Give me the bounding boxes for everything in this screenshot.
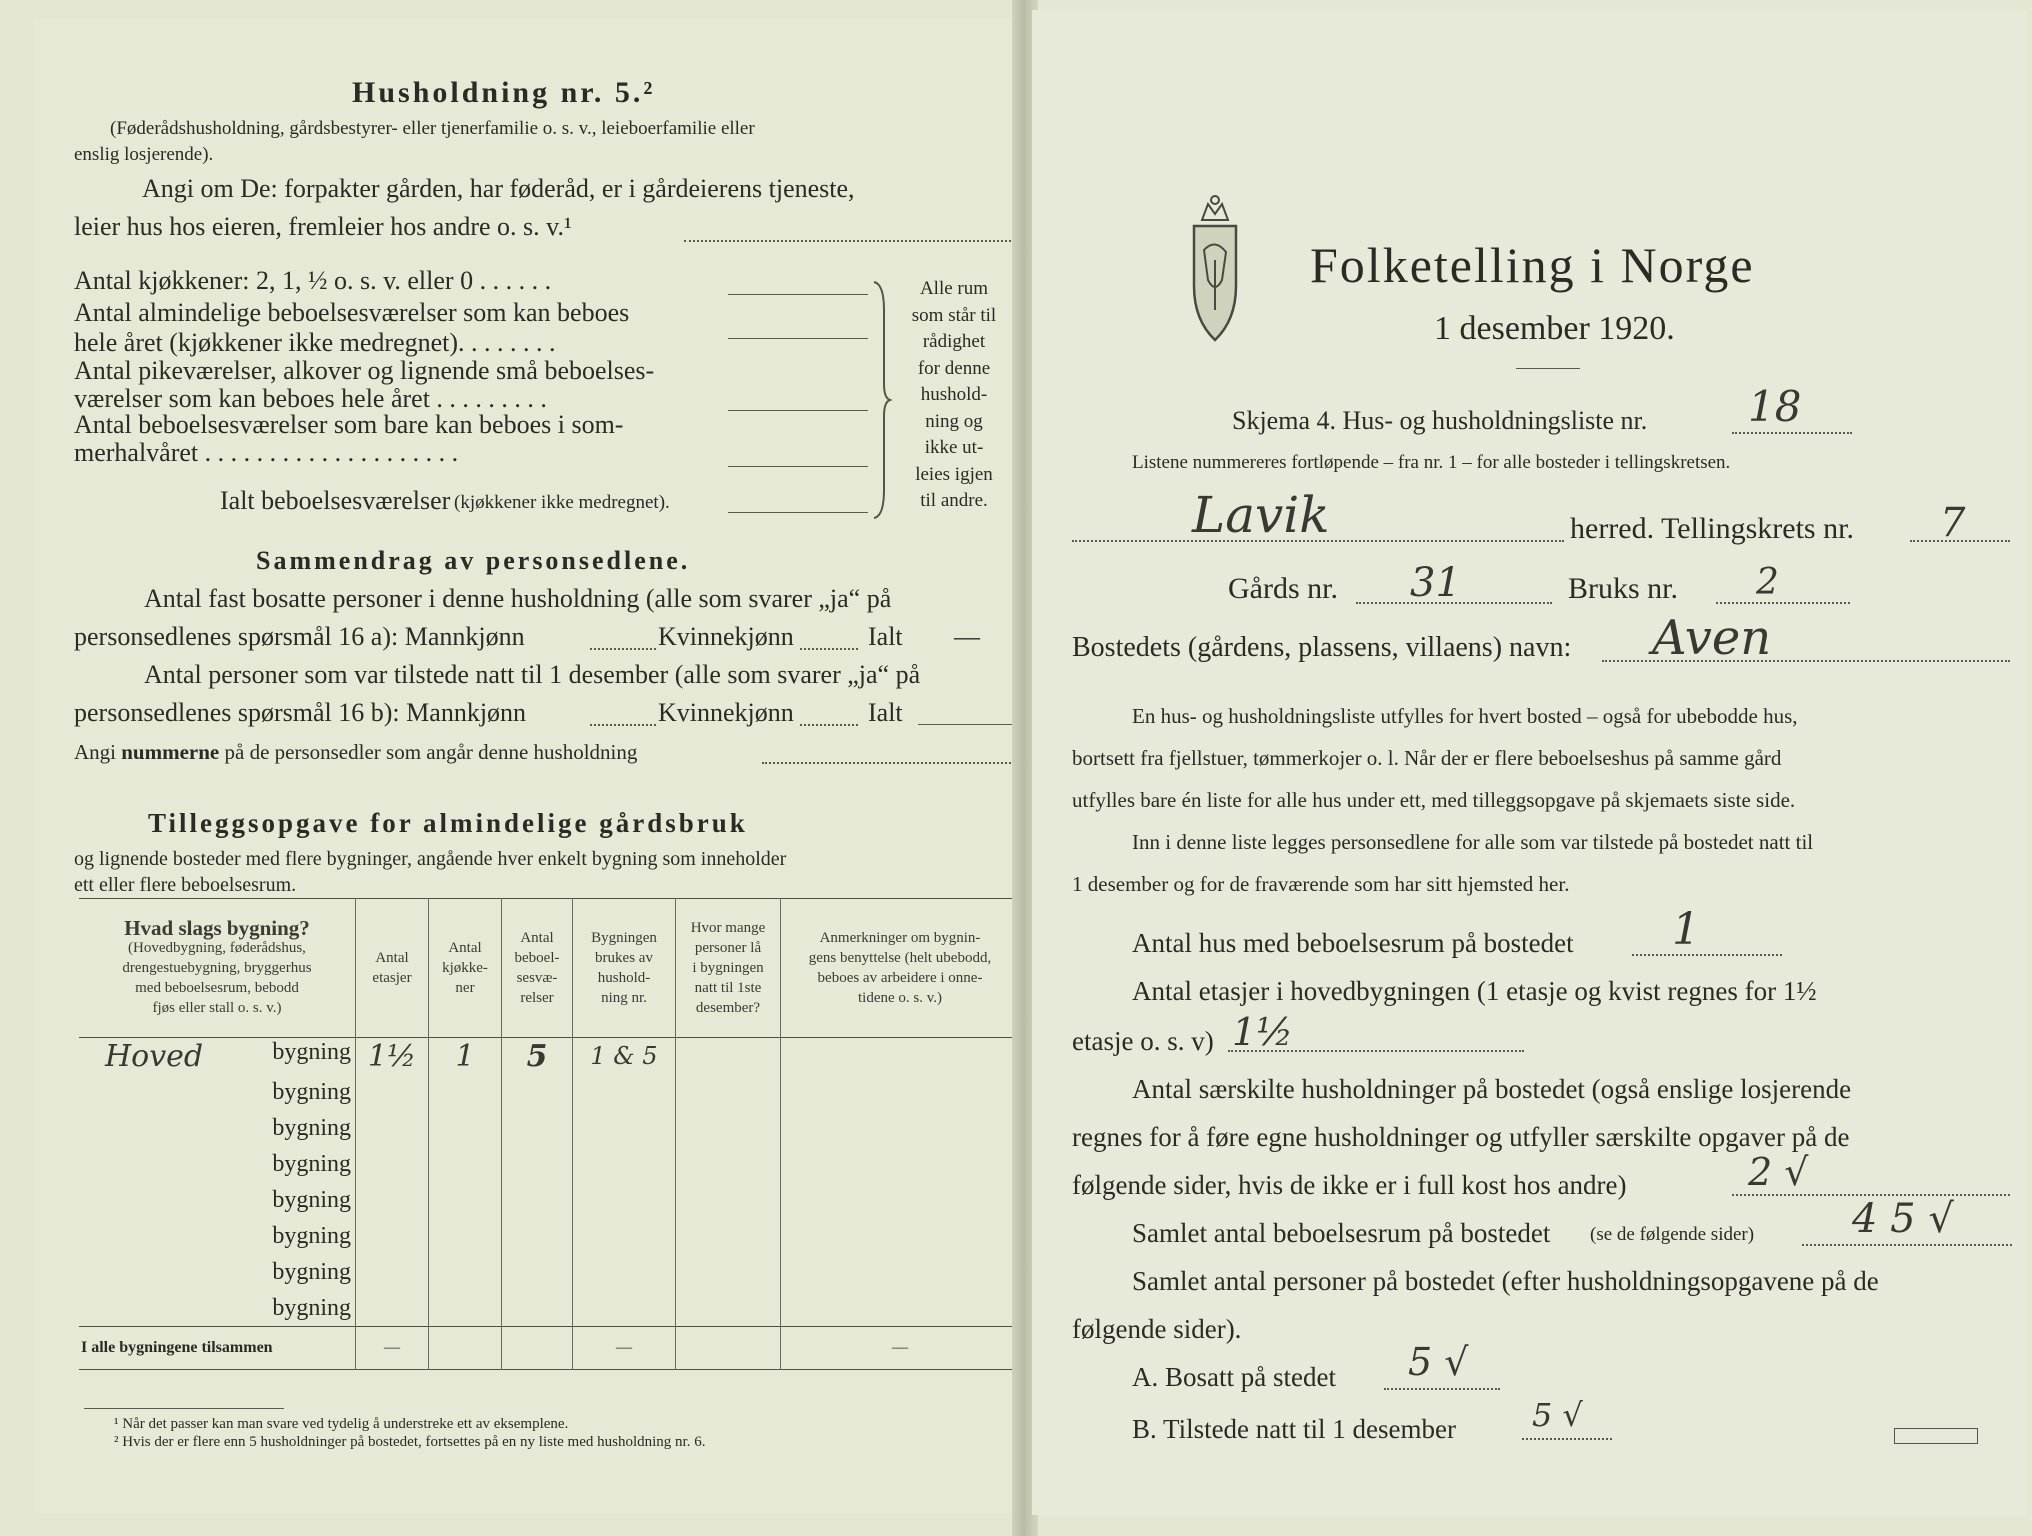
bosatt-value: 5 √	[1408, 1340, 1469, 1384]
etasjer-label-b: etasje o. s. v)	[1072, 1026, 1214, 1056]
anmerkning-cell	[781, 1290, 1020, 1327]
answer-line	[728, 466, 868, 467]
husholdning-cell	[573, 1146, 676, 1182]
kjokkener-cell	[429, 1218, 502, 1254]
husholdning-cell	[573, 1218, 676, 1254]
table-row	[79, 1038, 1019, 1075]
col-header-line: ning nr.	[601, 990, 647, 1006]
personer-cell	[676, 1146, 781, 1182]
total-row	[79, 1327, 1019, 1370]
building-word: bygning	[272, 1258, 351, 1285]
total-husholdning: —	[573, 1327, 676, 1370]
coat-of-arms-icon	[1182, 190, 1248, 350]
personer-cell	[676, 1074, 781, 1110]
sammendrag-line-3: Antal personer som var tilstede natt til 1 desember (alle som svarer „ja“ på	[144, 660, 921, 689]
hus-value: 1	[1672, 904, 1700, 955]
kjokkener-cell	[429, 1146, 502, 1182]
col-header-building-type	[79, 899, 356, 1038]
vaerelser-cell	[502, 1182, 573, 1218]
husholdning-cell	[573, 1290, 676, 1327]
footnote-1: ¹ Når det passer kan man svare ved tydelig å understreke ett av eksemplene.	[114, 1416, 569, 1432]
anmerkning-cell	[781, 1146, 1020, 1182]
col-header-line: (Hovedbygning, føderådshus,	[128, 940, 306, 956]
angi-nummerne-bold: nummerne	[121, 740, 220, 764]
sarskilte-value: 2 √	[1748, 1150, 1809, 1194]
anmerkning-cell	[781, 1038, 1020, 1075]
total-label: I alle bygningene tilsammen	[81, 1339, 273, 1356]
etasjer-cell	[356, 1110, 429, 1146]
table-row	[79, 1290, 1019, 1327]
bosatt-label: A. Bosatt på stedet	[1132, 1362, 1336, 1392]
bracket-note-line: ikke ut-	[924, 437, 984, 458]
building-table	[79, 898, 1019, 1370]
table-row	[79, 1182, 1019, 1218]
col-header-vaerelser	[502, 899, 573, 1038]
vaerelser-cell	[502, 1074, 573, 1110]
hus-label: Antal hus med beboelsesrum på bostedet	[1132, 928, 1574, 958]
anmerkning-cell	[781, 1254, 1020, 1290]
col-header-line: fjøs eller stall o. s. v.)	[152, 1000, 282, 1016]
col-header-line: hushold-	[597, 970, 651, 986]
herred-label: herred. Tellingskrets nr.	[1570, 512, 1854, 545]
etasjer-cell	[356, 1074, 429, 1110]
answer-line	[590, 648, 656, 650]
col-header-anmerkninger	[781, 899, 1020, 1038]
table-row	[79, 1146, 1019, 1182]
answer-line	[1522, 1438, 1612, 1440]
rooms-line-2: hele året (kjøkkener ikke medregnet). . . . . . . .	[74, 328, 556, 357]
answer-line	[800, 648, 858, 650]
answer-line	[918, 724, 1022, 725]
sarskilte-b: regnes for å føre egne husholdninger og utfyller særskilte opgaver på de	[1072, 1122, 1850, 1152]
rooms-line-6: merhalvåret . . . . . . . . . . . . . . . . . . . .	[74, 438, 459, 467]
answer-line	[1602, 660, 2010, 662]
ialt-short-label: Ialt	[868, 698, 903, 727]
rooms-line-3: Antal pikeværelser, alkover og lignende små beboelses-	[74, 356, 655, 385]
anmerkning-cell	[781, 1074, 1020, 1110]
skjema-nr-value: 18	[1748, 382, 1802, 431]
personer-cell	[676, 1110, 781, 1146]
bracket-note-line: som står til	[911, 304, 997, 326]
building-word: bygning	[272, 1038, 351, 1065]
anmerkning-cell	[781, 1110, 1020, 1146]
bracket-note-line: Alle rum	[919, 278, 989, 299]
col-header-line: kjøkke-	[442, 960, 488, 976]
left-page	[34, 18, 1029, 1513]
bracket-note	[894, 276, 1014, 515]
personer-cell	[676, 1218, 781, 1254]
col-header-title: Hvad slags bygning?	[124, 916, 310, 940]
bosted-label: Bostedets (gårdens, plassens, villaens) navn:	[1072, 632, 1572, 663]
answer-line	[728, 338, 868, 339]
bracket-note-line: leies igjen	[915, 463, 993, 485]
col-header-line: natt til 1ste	[694, 980, 762, 996]
answer-line	[1072, 540, 1564, 542]
total-anmerkning: —	[781, 1327, 1020, 1370]
sammendrag-line-4: personsedlenes spørsmål 16 b): Mannkjønn	[74, 698, 527, 727]
answer-line	[1632, 954, 1782, 956]
col-header-line: Antal	[375, 950, 409, 966]
col-header-etasjer	[356, 899, 429, 1038]
answer-line	[762, 762, 1022, 764]
rooms-line-1: Antal almindelige beboelsesværelser som kan beboes	[74, 298, 630, 327]
ialt-note: (kjøkkener ikke medregnet).	[454, 492, 670, 513]
anmerkning-cell	[781, 1182, 1020, 1218]
answer-line	[1716, 602, 1850, 604]
samlet-pers-a: Samlet antal personer på bostedet (efter husholdningsopgavene på de	[1132, 1266, 1879, 1296]
bracket-note-line: rådighet	[922, 331, 986, 352]
col-header-line: drengestuebygning, bryggerhus	[122, 960, 312, 976]
sarskilte-c: følgende sider, hvis de ikke er i full kost hos andre)	[1072, 1170, 1627, 1200]
total-etasjer: —	[356, 1327, 429, 1370]
angi-text: Angi	[74, 740, 116, 764]
instruction-1c: utfylles bare én liste for alle hus under ett, med tilleggsopgave på skjemaets siste side.	[1072, 788, 1796, 812]
col-header-line: i bygningen	[692, 960, 764, 976]
col-header-line: Bygningen	[591, 930, 657, 946]
samlet-rum-value: 4 5 √	[1852, 1196, 1954, 1242]
vaerelser-cell	[502, 1146, 573, 1182]
sammendrag-line-1: Antal fast bosatte personer i denne husholdning (alle som svarer „ja“ på	[144, 584, 892, 613]
angi-nummerne-line	[74, 740, 637, 765]
samlet-rum-note: (se de følgende sider)	[1590, 1224, 1755, 1245]
table-row	[79, 1074, 1019, 1110]
etasjer-value: 1½	[1232, 1010, 1294, 1054]
answer-line	[1228, 1050, 1524, 1052]
form-date: 1 desember 1920.	[1434, 310, 1675, 347]
table-header-row	[79, 899, 1019, 1038]
col-header-line: brukes av	[595, 950, 653, 966]
rooms-line-4: værelser som kan beboes hele året . . . . . . . . .	[74, 384, 547, 413]
etasjer-cell	[356, 1254, 429, 1290]
table-row	[79, 1254, 1019, 1290]
etasjer-cell	[356, 1182, 429, 1218]
ialt-label: Ialt beboelsesværelser	[220, 486, 451, 515]
bosted-value: Aven	[1652, 610, 1772, 666]
angi-text: på de personsedler som angår denne husholdning	[224, 740, 638, 764]
col-header-line: med beboelsesrum, bebodd	[135, 980, 299, 996]
etasjer-cell	[356, 1290, 429, 1327]
ialt-value: —	[954, 622, 980, 651]
answer-line	[1356, 602, 1552, 604]
anmerkning-cell	[781, 1218, 1020, 1254]
printer-stamp	[1894, 1428, 1978, 1444]
total-vaerelser	[502, 1327, 573, 1370]
vaerelser-cell	[502, 1110, 573, 1146]
handwritten-value: Hoved	[105, 1038, 204, 1074]
angi-line-1: Angi om De: forpakter gården, har føderåd, er i gårdeierens tjeneste,	[142, 174, 855, 203]
etasjer-cell	[356, 1146, 429, 1182]
tillegg-line-1: og lignende bosteder med flere bygninger, angående hver enkelt bygning som inneholder	[74, 848, 787, 870]
col-header-line: Antal	[448, 940, 482, 956]
total-kjokkener	[429, 1327, 502, 1370]
answer-line	[728, 512, 868, 513]
col-header-line: sesvæ-	[516, 970, 558, 986]
instruction-2b: 1 desember og for de fraværende som har sitt hjemsted her.	[1072, 872, 1570, 896]
building-word: bygning	[272, 1150, 351, 1177]
building-word: bygning	[272, 1114, 351, 1141]
brace-icon	[870, 280, 892, 520]
kjokkener-cell	[429, 1110, 502, 1146]
table-row	[79, 1110, 1019, 1146]
rooms-line-5: Antal beboelsesværelser som bare kan beboes i som-	[74, 410, 624, 439]
kvinnekjonn-label: Kvinnekjønn	[658, 698, 794, 727]
bruks-value: 2	[1756, 562, 1779, 603]
husholdning-cell	[573, 1074, 676, 1110]
bruks-label: Bruks nr.	[1568, 572, 1679, 605]
col-header-line: tidene o. s. v.)	[857, 990, 942, 1006]
col-header-line: Hvor mange	[690, 920, 766, 936]
bracket-note-line: hushold-	[920, 384, 988, 405]
husholdning-cell	[573, 1110, 676, 1146]
sarskilte-a: Antal særskilte husholdninger på bostedet (også enslige losjerende	[1132, 1074, 1852, 1104]
col-header-line: personer lå	[694, 940, 762, 956]
listene-note: Listene nummereres fortløpende – fra nr. 1 – for alle bosteder i tellingskretsen.	[1132, 452, 1731, 473]
household-title: Husholdning nr. 5.²	[352, 76, 656, 109]
answer-line	[728, 294, 868, 295]
tellingskrets-value: 7	[1940, 500, 1966, 546]
bracket-note-line: til andre.	[920, 490, 988, 511]
table-row	[79, 1218, 1019, 1254]
col-header-line: Antal	[520, 930, 554, 946]
right-page	[1032, 10, 2027, 1515]
col-header-line: desember?	[695, 1000, 761, 1016]
col-header-line: gens benyttelse (helt ubebodd,	[808, 950, 992, 966]
vaerelser-cell	[502, 1254, 573, 1290]
kjokkener-cell	[429, 1290, 502, 1327]
husholdning-cell	[573, 1182, 676, 1218]
tillegg-title: Tilleggsopgave for almindelige gårdsbruk	[148, 808, 748, 838]
building-type-cell	[79, 1038, 356, 1075]
sammendrag-title: Sammendrag av personsedlene.	[256, 546, 691, 575]
form-title: Folketelling i Norge	[1310, 237, 1755, 293]
col-header-personer	[676, 899, 781, 1038]
building-word: bygning	[272, 1294, 351, 1321]
kjokkener-cell	[429, 1074, 502, 1110]
col-header-line: beboes av arbeidere i onne-	[817, 970, 983, 986]
col-header-line: etasjer	[372, 970, 412, 986]
gards-value: 31	[1410, 560, 1461, 606]
tillegg-line-2: ett eller flere beboelsesrum.	[74, 874, 297, 896]
rooms-line-0: Antal kjøkkener: 2, 1, ½ o. s. v. eller 0 . . . . . .	[74, 266, 552, 295]
instruction-1a: En hus- og husholdningsliste utfylles for hvert bosted – også for ubebodde hus,	[1132, 704, 1798, 728]
personer-cell	[676, 1182, 781, 1218]
kjokkener-cell	[429, 1254, 502, 1290]
col-header-kjokkener	[429, 899, 502, 1038]
answer-line	[1384, 1388, 1500, 1390]
instruction-1b: bortsett fra fjellstuer, tømmerkojer o. l. Når der er flere beboelseshus på samme gård	[1072, 746, 1782, 770]
sammendrag-line-2: personsedlenes spørsmål 16 a): Mannkjønn	[74, 622, 525, 651]
instruction-2a: Inn i denne liste legges personsedlene for alle som var tilstede på bostedet natt til	[1132, 830, 1814, 854]
bracket-note-line: ning og	[925, 410, 983, 432]
household-intro: (Føderådshusholdning, gårdsbestyrer- eller tjenerfamilie o. s. v., leieboerfamilie eller	[110, 118, 755, 139]
samlet-rum-label: Samlet antal beboelsesrum på bostedet	[1132, 1218, 1551, 1248]
col-header-line: ner	[455, 980, 475, 996]
footnote-rule	[84, 1408, 284, 1409]
kjokkener-cell	[429, 1182, 502, 1218]
bracket-note-line: for denne	[917, 357, 991, 379]
tilstede-value: 5 √	[1532, 1396, 1583, 1434]
answer-line	[1802, 1244, 2012, 1246]
samlet-pers-b: følgende sider).	[1072, 1314, 1242, 1344]
footnote-2: ² Hvis der er flere enn 5 husholdninger på bostedet, fortsettes på en ny liste med husholdning nr. 6.	[114, 1434, 706, 1450]
etasjer-cell: 1½	[356, 1038, 429, 1075]
col-header-line: relser	[520, 990, 554, 1006]
angi-line-2: leier hus hos eieren, fremleier hos andre o. s. v.¹	[74, 212, 572, 241]
answer-line	[800, 724, 858, 726]
kvinnekjonn-label: Kvinnekjønn	[658, 622, 794, 651]
personer-cell	[676, 1038, 781, 1075]
household-intro-2: enslig losjerende).	[74, 144, 214, 165]
husholdning-cell	[573, 1254, 676, 1290]
kjokkener-cell: 1	[429, 1038, 502, 1075]
personer-cell	[676, 1290, 781, 1327]
building-word: bygning	[272, 1078, 351, 1105]
title-rule	[1516, 368, 1580, 369]
col-header-line: beboel-	[514, 950, 560, 966]
total-personer	[676, 1327, 781, 1370]
answer-line	[1732, 432, 1852, 434]
col-header-line: Anmerkninger om bygnin-	[819, 930, 981, 946]
vaerelser-cell	[502, 1290, 573, 1327]
col-header-husholdning	[573, 899, 676, 1038]
angi-answer-line	[684, 240, 1019, 242]
skjema-label: Skjema 4. Hus- og husholdningsliste nr.	[1232, 406, 1648, 435]
herred-value: Lavik	[1192, 486, 1330, 544]
building-word: bygning	[272, 1186, 351, 1213]
answer-line	[728, 410, 868, 411]
gards-label: Gårds nr.	[1228, 572, 1338, 605]
vaerelser-cell: 5	[502, 1038, 573, 1075]
husholdning-cell: 1 & 5	[573, 1038, 676, 1075]
personer-cell	[676, 1254, 781, 1290]
etasjer-label-a: Antal etasjer i hovedbygningen (1 etasje og kvist regnes for 1½	[1132, 976, 1817, 1006]
building-word: bygning	[272, 1222, 351, 1249]
vaerelser-cell	[502, 1218, 573, 1254]
answer-line	[590, 724, 656, 726]
etasjer-cell	[356, 1218, 429, 1254]
ialt-short-label: Ialt	[868, 622, 903, 651]
tilstede-label: B. Tilstede natt til 1 desember	[1132, 1414, 1456, 1444]
answer-line	[1910, 540, 2010, 542]
